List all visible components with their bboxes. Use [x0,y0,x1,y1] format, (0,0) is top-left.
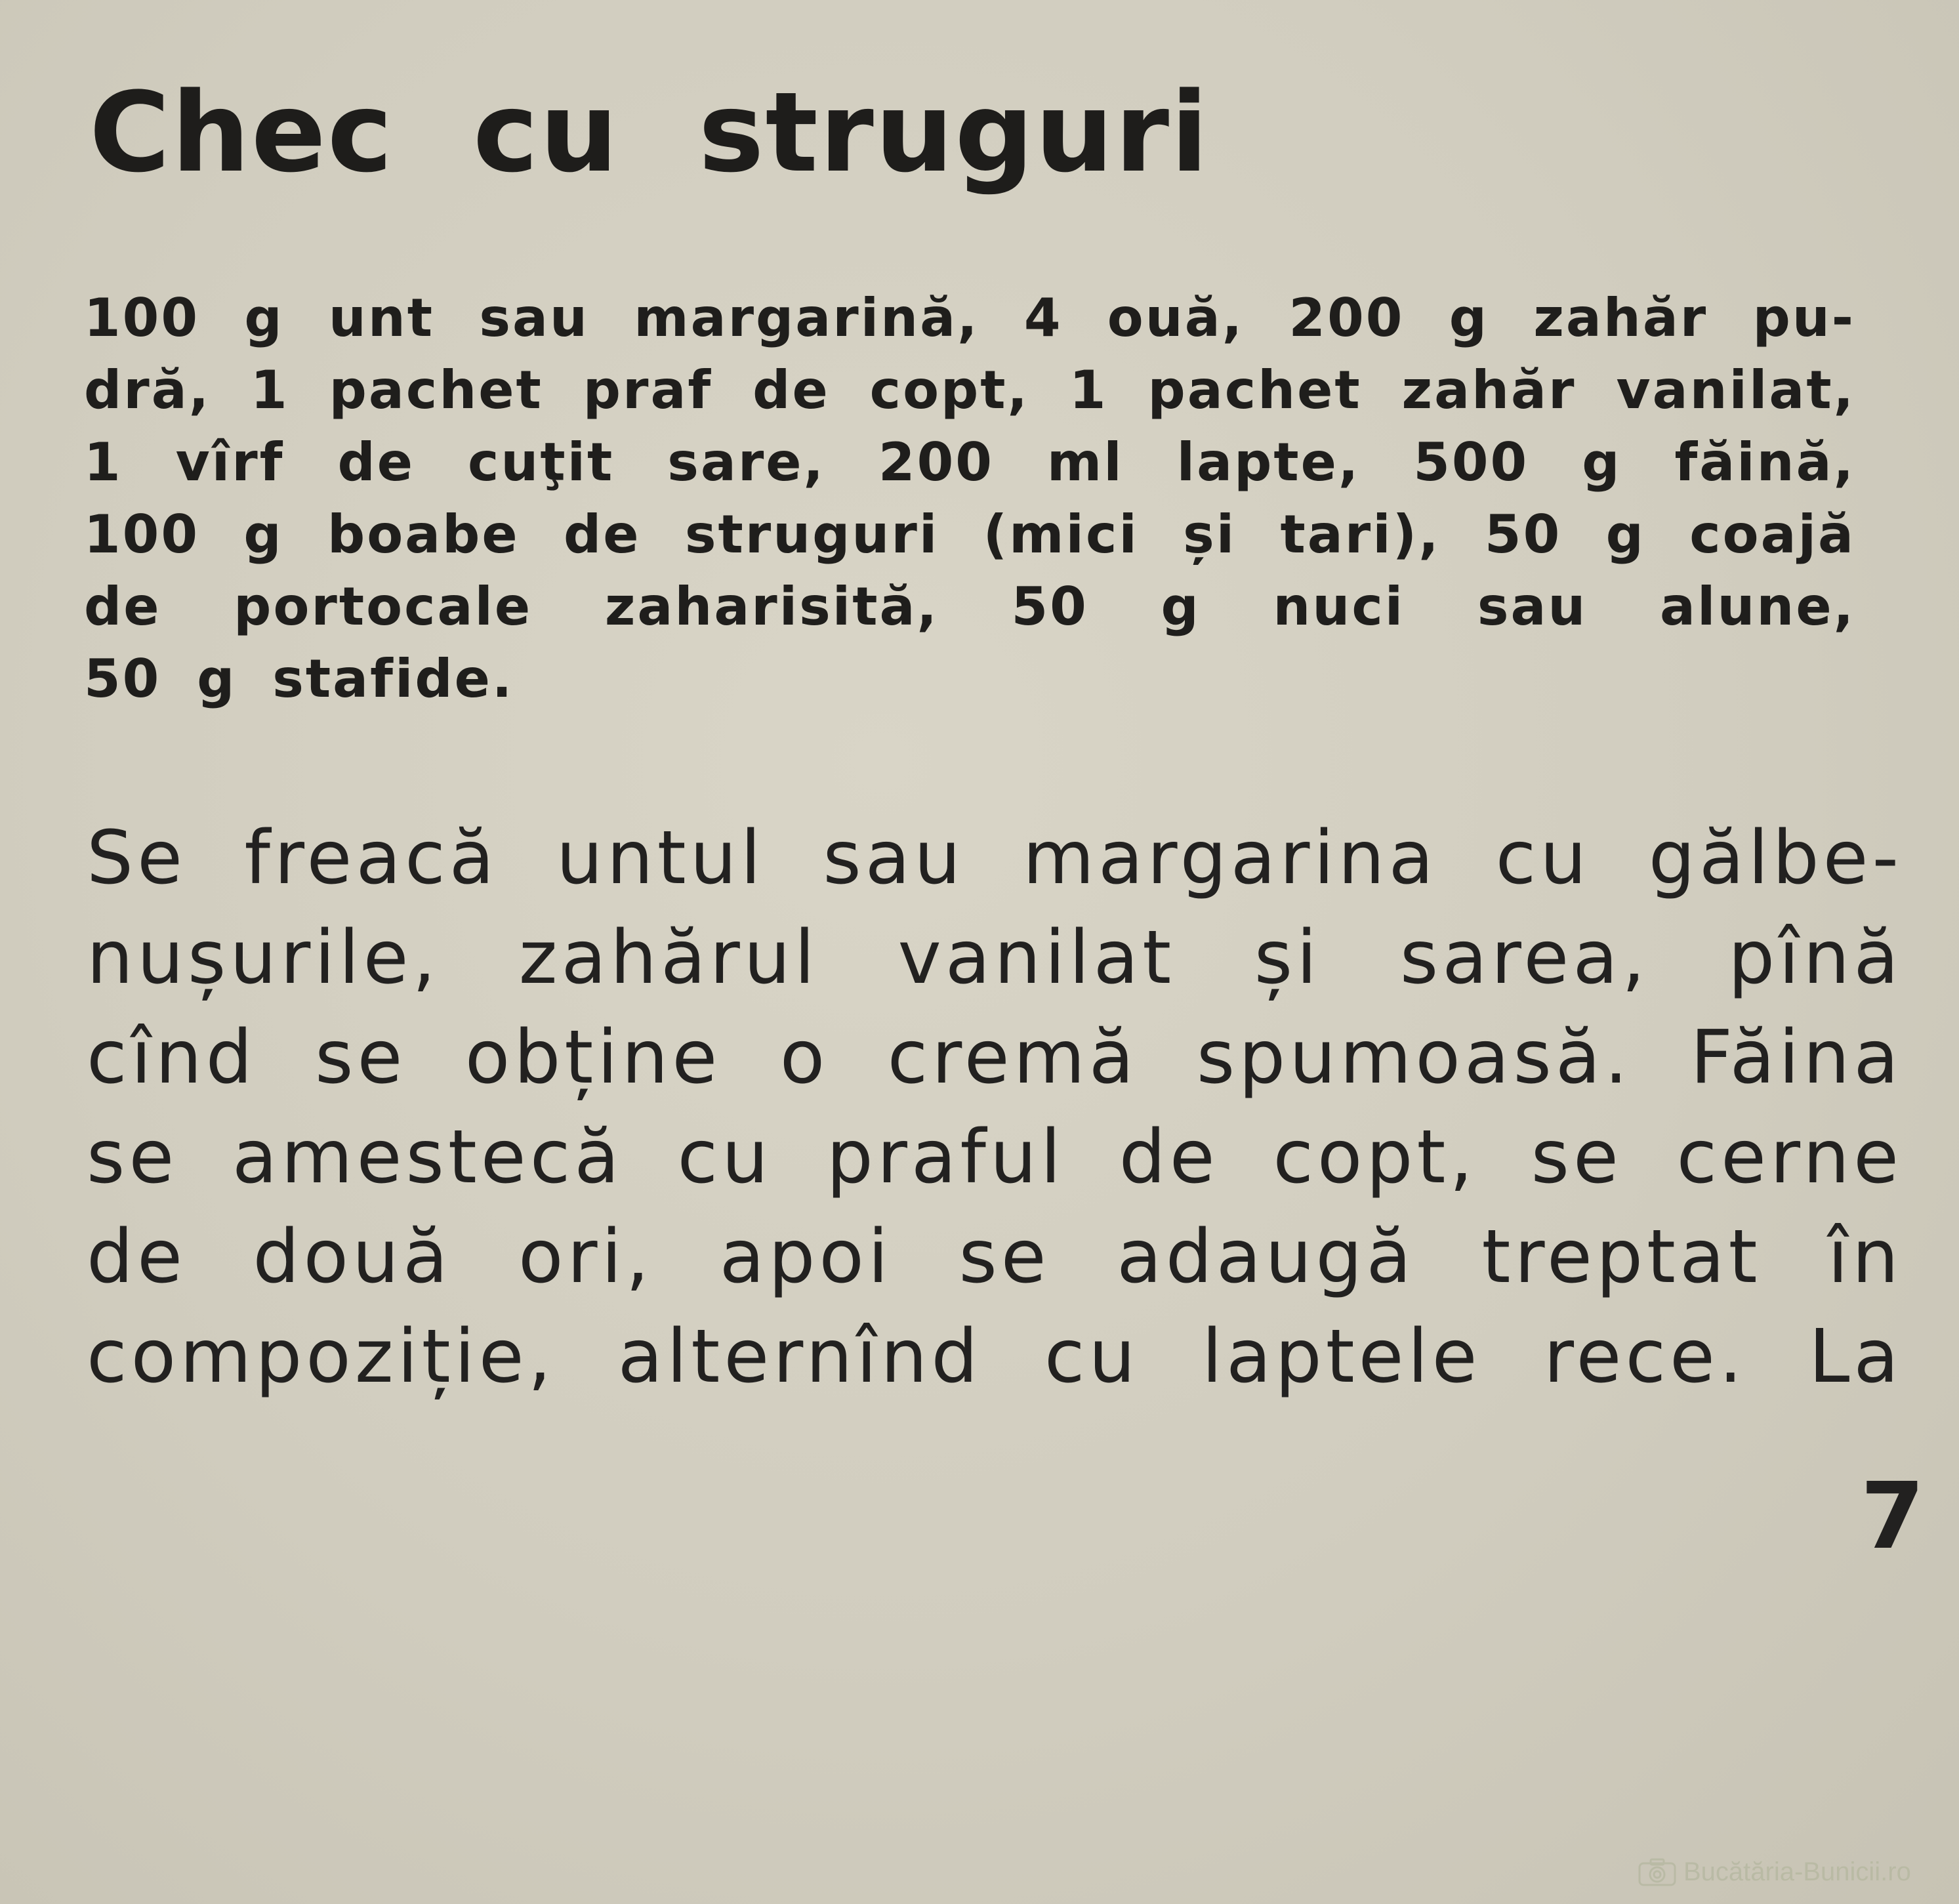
ingredients-line: 1 vîrf de cuţit sare, 200 ml lapte, 500 g făină, [84,432,1855,493]
watermark-text: Bucătăria-Bunicii.ro [1683,1857,1911,1886]
ingredients-list [84,282,1855,715]
instructions-paragraph [87,808,1903,1407]
camera-icon [1638,1858,1677,1887]
instructions-line: cînd se obține o cremă spumoasă. Făina [87,1015,1903,1100]
instructions-line: compoziție, alternînd cu laptele rece. La [87,1314,1903,1399]
instructions-line: de două ori, apoi se adaugă treptat în [87,1214,1903,1300]
watermark [1638,1857,1911,1887]
ingredients-line: dră, 1 pachet praf de copt, 1 pachet zahăr vanilat, [84,360,1855,421]
instructions-line: se amestecă cu praful de copt, se cerne [87,1115,1903,1200]
ingredients-line: 100 g unt sau margarină, 4 ouă, 200 g zahăr pu- [84,287,1855,348]
instructions-line: Se freacă untul sau margarina cu gălbe- [87,816,1903,901]
recipe-title: Chec cu struguri [89,68,1210,197]
ingredients-line: 100 g boabe de struguri (mici și tari), 50 g coajă [84,504,1855,565]
ingredients-line: de portocale zaharisită, 50 g nuci sau alune, [84,576,1855,637]
ingredients-line: 50 g stafide. [84,648,514,709]
instructions-line: nușurile, zahărul vanilat și sarea, pînă [87,915,1903,1001]
page-number: 7 [1861,1463,1925,1570]
